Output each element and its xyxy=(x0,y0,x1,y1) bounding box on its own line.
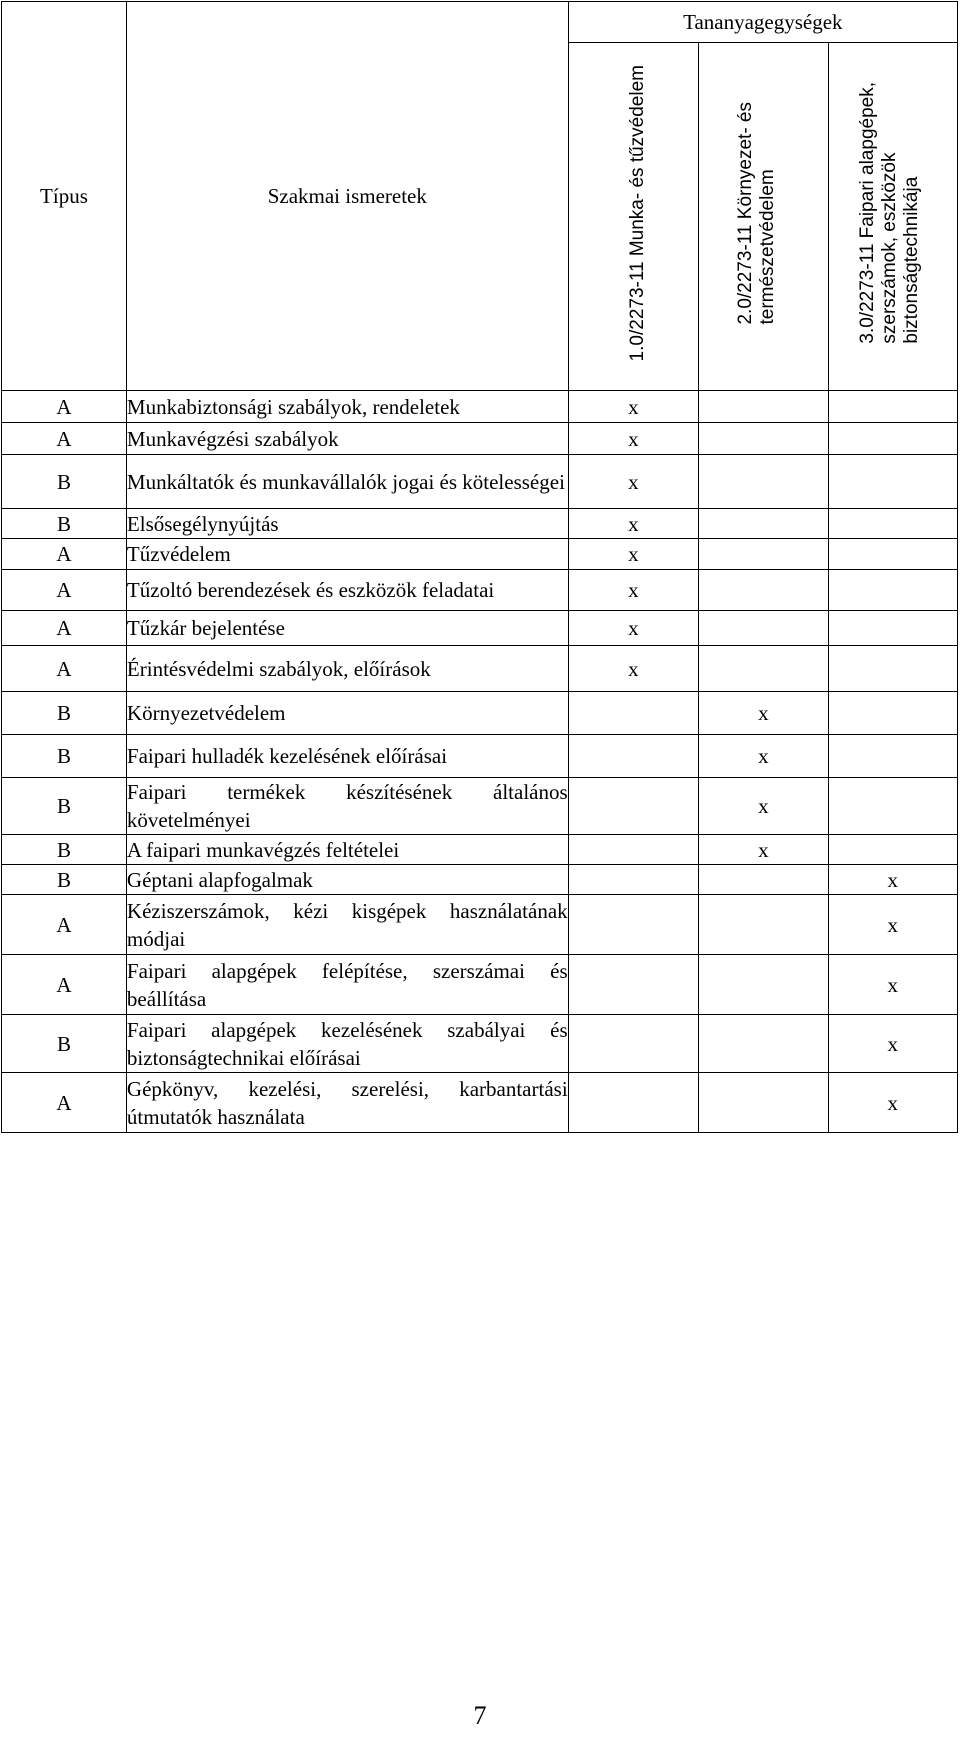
row-mark-unit-3 xyxy=(828,835,957,865)
row-mark-unit-1: x xyxy=(568,391,699,423)
row-type: B xyxy=(2,778,127,835)
row-type: A xyxy=(2,570,127,611)
row-mark-unit-2 xyxy=(699,539,828,570)
row-description: Tűzvédelem xyxy=(126,539,568,570)
row-mark-unit-1 xyxy=(568,778,699,835)
row-mark-unit-2 xyxy=(699,1073,828,1133)
row-mark-unit-2 xyxy=(699,955,828,1015)
row-mark-unit-3 xyxy=(828,611,957,646)
row-mark-unit-2 xyxy=(699,423,828,455)
row-mark-unit-2: x xyxy=(699,778,828,835)
row-mark-unit-1: x xyxy=(568,570,699,611)
row-description: Tűzoltó berendezések és eszközök feladatai xyxy=(126,570,568,611)
row-description: Munkavégzési szabályok xyxy=(126,423,568,455)
row-type: B xyxy=(2,692,127,735)
unit-header-1-label: 1.0/2273-11 Munka- és tűzvédelem xyxy=(626,64,648,362)
row-mark-unit-3: x xyxy=(828,895,957,955)
row-mark-unit-3 xyxy=(828,455,957,509)
table-row xyxy=(2,735,958,778)
row-description: Gépkönyv, kezelési, szerelési, karbantartási útmutatók használata xyxy=(126,1073,568,1133)
row-description: Faipari alapgépek felépítése, szerszámai és beállítása xyxy=(126,955,568,1015)
row-mark-unit-3: x xyxy=(828,1073,957,1133)
row-type: A xyxy=(2,611,127,646)
row-mark-unit-3 xyxy=(828,646,957,692)
row-type: B xyxy=(2,455,127,509)
row-type: B xyxy=(2,835,127,865)
header-tananyagegysegek: Tananyagegységek xyxy=(568,2,957,43)
row-mark-unit-2: x xyxy=(699,692,828,735)
row-type: B xyxy=(2,865,127,895)
row-mark-unit-3: x xyxy=(828,865,957,895)
row-mark-unit-1 xyxy=(568,692,699,735)
row-mark-unit-1 xyxy=(568,835,699,865)
row-mark-unit-3 xyxy=(828,423,957,455)
table-row xyxy=(2,692,958,735)
row-mark-unit-1: x xyxy=(568,509,699,539)
row-mark-unit-2 xyxy=(699,611,828,646)
table-row xyxy=(2,778,958,835)
row-type: A xyxy=(2,423,127,455)
row-mark-unit-1: x xyxy=(568,646,699,692)
table-row xyxy=(2,539,958,570)
row-description: Kéziszerszámok, kézi kisgépek használatának módjai xyxy=(126,895,568,955)
table-row xyxy=(2,509,958,539)
row-description: Géptani alapfogalmak xyxy=(126,865,568,895)
header-tipus: Típus xyxy=(2,2,127,391)
row-mark-unit-3 xyxy=(828,735,957,778)
table-row xyxy=(2,391,958,423)
row-mark-unit-2 xyxy=(699,570,828,611)
row-mark-unit-3 xyxy=(828,570,957,611)
table-row xyxy=(2,611,958,646)
curriculum-table xyxy=(1,1,958,1133)
row-mark-unit-3 xyxy=(828,509,957,539)
row-mark-unit-3 xyxy=(828,692,957,735)
row-mark-unit-2: x xyxy=(699,735,828,778)
table-row xyxy=(2,1015,958,1073)
row-mark-unit-1 xyxy=(568,955,699,1015)
row-type: A xyxy=(2,539,127,570)
row-type: A xyxy=(2,955,127,1015)
row-mark-unit-2 xyxy=(699,865,828,895)
row-mark-unit-1 xyxy=(568,865,699,895)
row-description: Faipari termékek készítésének általános követelményei xyxy=(126,778,568,835)
row-mark-unit-3 xyxy=(828,778,957,835)
row-description: Faipari hulladék kezelésének előírásai xyxy=(126,735,568,778)
header-szakmai-ismeretek: Szakmai ismeretek xyxy=(126,2,568,391)
header-row-top xyxy=(2,2,958,43)
row-mark-unit-2 xyxy=(699,895,828,955)
row-mark-unit-2 xyxy=(699,509,828,539)
page-number: 7 xyxy=(473,1701,487,1730)
row-mark-unit-2 xyxy=(699,1015,828,1073)
row-mark-unit-3 xyxy=(828,391,957,423)
row-mark-unit-1: x xyxy=(568,539,699,570)
unit-header-1 xyxy=(568,43,699,391)
row-mark-unit-2 xyxy=(699,646,828,692)
row-type: A xyxy=(2,646,127,692)
row-mark-unit-2 xyxy=(699,455,828,509)
row-type: A xyxy=(2,1073,127,1133)
row-description: Munkabiztonsági szabályok, rendeletek xyxy=(126,391,568,423)
row-mark-unit-3: x xyxy=(828,955,957,1015)
table-row xyxy=(2,955,958,1015)
row-mark-unit-1: x xyxy=(568,455,699,509)
row-type: A xyxy=(2,391,127,423)
row-mark-unit-3: x xyxy=(828,1015,957,1073)
row-description: Tűzkár bejelentése xyxy=(126,611,568,646)
row-type: B xyxy=(2,1015,127,1073)
row-description: Elsősegélynyújtás xyxy=(126,509,568,539)
row-mark-unit-1 xyxy=(568,1073,699,1133)
row-type: B xyxy=(2,509,127,539)
row-mark-unit-2: x xyxy=(699,835,828,865)
table-row xyxy=(2,646,958,692)
table-row xyxy=(2,865,958,895)
table-row xyxy=(2,895,958,955)
unit-header-2 xyxy=(699,43,828,391)
row-mark-unit-2 xyxy=(699,391,828,423)
row-description: Munkáltatók és munkavállalók jogai és kötelességei xyxy=(126,455,568,509)
row-mark-unit-1 xyxy=(568,735,699,778)
row-type: B xyxy=(2,735,127,778)
table-row xyxy=(2,570,958,611)
row-description: Környezetvédelem xyxy=(126,692,568,735)
row-mark-unit-1 xyxy=(568,895,699,955)
table-row xyxy=(2,423,958,455)
row-mark-unit-1: x xyxy=(568,423,699,455)
row-description: A faipari munkavégzés feltételei xyxy=(126,835,568,865)
row-description: Érintésvédelmi szabályok, előírások xyxy=(126,646,568,692)
table-row xyxy=(2,1073,958,1133)
row-type: A xyxy=(2,895,127,955)
table-row xyxy=(2,835,958,865)
row-mark-unit-3 xyxy=(828,539,957,570)
unit-header-3-label: 3.0/2273-11 Faipari alapgépek, szerszámok, eszközök biztonságtechnikája xyxy=(856,82,922,344)
unit-header-3 xyxy=(828,43,957,391)
row-mark-unit-1: x xyxy=(568,611,699,646)
row-description: Faipari alapgépek kezelésének szabályai és biztonságtechnikai előírásai xyxy=(126,1015,568,1073)
row-mark-unit-1 xyxy=(568,1015,699,1073)
table-row xyxy=(2,455,958,509)
unit-header-2-label: 2.0/2273-11 Környezet- és természetvédelem xyxy=(735,101,779,325)
